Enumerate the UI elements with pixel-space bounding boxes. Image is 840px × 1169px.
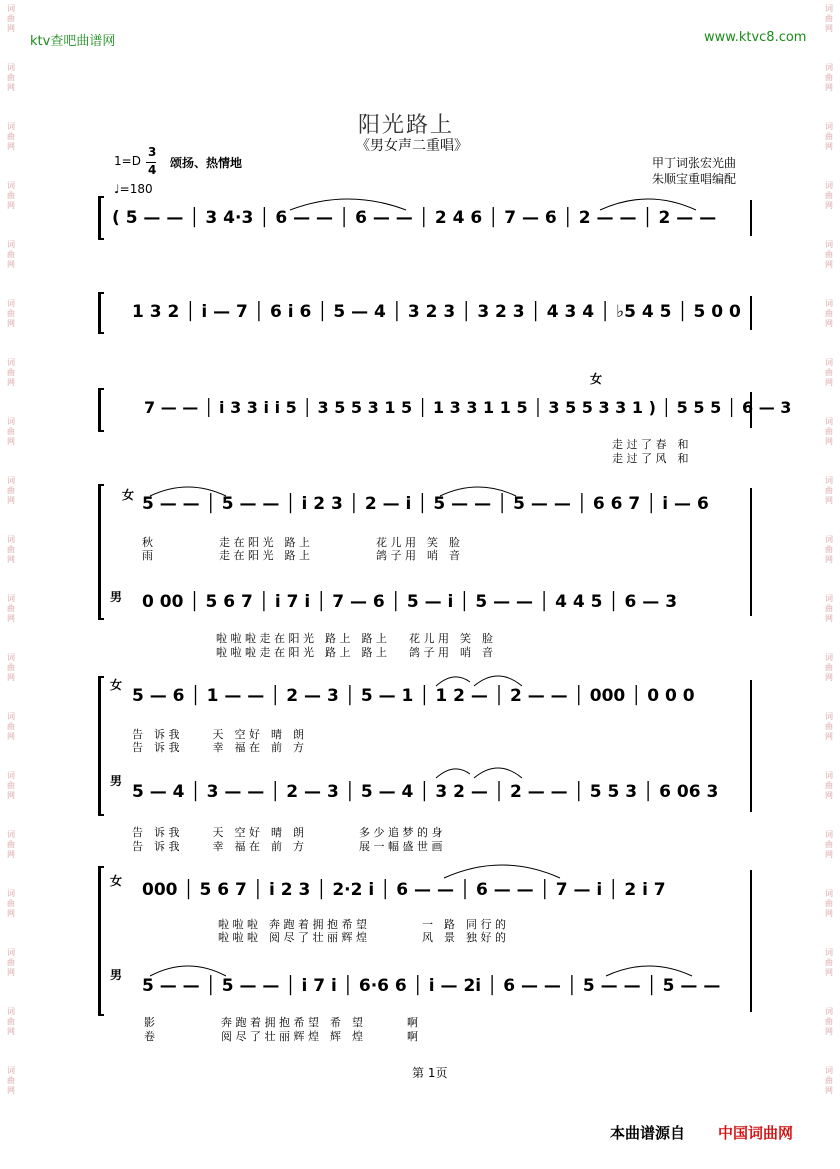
watermark-char: 词	[825, 653, 833, 662]
expression-marking: 颂扬、热情地	[170, 156, 243, 170]
barline	[750, 680, 752, 812]
time-numerator: 3	[148, 145, 157, 159]
watermark-char: 网	[825, 378, 833, 387]
watermark-char: 曲	[825, 427, 833, 436]
watermark-char: 词	[825, 299, 833, 308]
watermark-char: 词	[825, 771, 833, 780]
watermark-char: 词	[7, 417, 15, 426]
watermark-char: 网	[7, 1027, 15, 1036]
credits-arranger: 朱顺宝重唱编配	[652, 172, 737, 186]
watermark-char: 曲	[825, 604, 833, 613]
notes-line: ( 5 — — │ 3 4·3 │ 6 — — │ 6 — — │ 2 4 6 │ 7 — 6 │ 2 — — │ 2 — —	[112, 208, 717, 228]
watermark-char: 曲	[7, 663, 15, 672]
watermark-char: 曲	[825, 486, 833, 495]
watermark-char: 网	[825, 1086, 833, 1095]
watermark-group	[825, 122, 833, 152]
notes-line: 7 — — │ i 3 3 i i 5 │ 3 5 5 3 1 5 │ 1 3 3 1 1 5 │ 3 5 5 3 3 1 ) │ 5 5 5 │ 6 — 3	[144, 398, 792, 417]
watermark-char: 词	[7, 240, 15, 249]
watermark-char: 曲	[7, 486, 15, 495]
barline	[750, 870, 752, 1012]
footer-source-site: 中国词曲网	[718, 1124, 794, 1142]
watermark-char: 曲	[825, 722, 833, 731]
watermark-char: 网	[7, 850, 15, 859]
left-watermark-strip	[2, 0, 20, 1169]
watermark-char: 网	[7, 614, 15, 623]
watermark-char: 网	[825, 791, 833, 800]
watermark-char: 网	[825, 732, 833, 741]
female-voice-label: 女	[122, 488, 135, 502]
watermark-group	[7, 1007, 15, 1037]
watermark-group	[7, 653, 15, 683]
male-notes-line: 0 00 │ 5 6 7 │ i 7 i │ 7 — 6 │ 5 — i │ 5 — — │ 4 4 5 │ 6 — 3	[142, 592, 678, 612]
watermark-group	[7, 1066, 15, 1096]
male-lyrics-line: 告 诉 我 幸 福 在 前 方 展 一 幅 盛 世 画	[132, 840, 443, 853]
watermark-group	[825, 358, 833, 388]
watermark-char: 曲	[7, 427, 15, 436]
song-subtitle: 《男女声二重唱》	[356, 138, 468, 154]
watermark-group	[7, 948, 15, 978]
watermark-group	[825, 535, 833, 565]
watermark-char: 词	[7, 653, 15, 662]
female-lyrics-line: 雨 走 在 阳 光 路 上 鸽 子 用 哨 音	[142, 549, 460, 562]
watermark-char: 词	[825, 889, 833, 898]
watermark-char: 曲	[825, 545, 833, 554]
watermark-group	[825, 417, 833, 447]
watermark-char: 曲	[7, 899, 15, 908]
system-brace	[98, 196, 104, 240]
watermark-char: 网	[7, 968, 15, 977]
watermark-char: 曲	[7, 1017, 15, 1026]
watermark-char: 网	[7, 437, 15, 446]
watermark-char: 曲	[825, 191, 833, 200]
slur-mark	[434, 672, 524, 690]
time-denominator: 4	[148, 163, 157, 177]
slur-mark	[148, 484, 228, 498]
watermark-group	[825, 653, 833, 683]
watermark-group	[7, 535, 15, 565]
watermark-group	[825, 1066, 833, 1096]
watermark-char: 曲	[825, 132, 833, 141]
watermark-char: 网	[825, 83, 833, 92]
watermark-group	[7, 830, 15, 860]
slur-mark	[288, 196, 408, 212]
key-signature: 1=D	[114, 154, 141, 168]
watermark-group	[7, 240, 15, 270]
female-notes-line: 000 │ 5 6 7 │ i 2 3 │ 2·2 i │ 6 — — │ 6 — — │ 7 — i │ 2 i 7	[142, 880, 666, 900]
watermark-char: 曲	[7, 781, 15, 790]
female-lyrics-line: 秋 走 在 阳 光 路 上 花 儿 用 笑 脸	[142, 536, 460, 549]
watermark-group	[825, 240, 833, 270]
watermark-char: 网	[825, 850, 833, 859]
score-system-5	[98, 676, 752, 816]
male-lyrics-line: 影 奔 跑 着 拥 抱 希 望 希 望 啊	[144, 1016, 418, 1029]
score-system-4	[98, 484, 752, 620]
female-lyrics-line: 告 诉 我 天 空 好 晴 朗	[132, 728, 304, 741]
watermark-char: 网	[825, 142, 833, 151]
watermark-group	[7, 594, 15, 624]
barline	[750, 488, 752, 616]
watermark-group	[7, 889, 15, 919]
watermark-char: 网	[825, 24, 833, 33]
watermark-char: 曲	[825, 899, 833, 908]
male-voice-label: 男	[110, 590, 123, 604]
barline	[750, 200, 752, 236]
watermark-char: 曲	[7, 14, 15, 23]
score-system-1	[98, 196, 752, 240]
watermark-char: 词	[825, 358, 833, 367]
watermark-char: 网	[7, 201, 15, 210]
watermark-char: 词	[7, 535, 15, 544]
watermark-char: 网	[7, 378, 15, 387]
watermark-group	[7, 181, 15, 211]
slur-mark	[604, 962, 694, 978]
system-brace	[98, 866, 104, 1016]
system-brace	[98, 676, 104, 816]
watermark-char: 词	[7, 299, 15, 308]
watermark-char: 曲	[825, 958, 833, 967]
female-lyrics-line: 告 诉 我 幸 福 在 前 方	[132, 741, 304, 754]
watermark-char: 网	[7, 673, 15, 682]
female-lyrics-line: 啦 啦 啦 阅 尽 了 壮 丽 辉 煌 风 景 独 好 的	[218, 931, 506, 944]
watermark-char: 词	[825, 4, 833, 13]
watermark-char: 词	[825, 417, 833, 426]
watermark-group	[7, 358, 15, 388]
watermark-char: 网	[825, 909, 833, 918]
watermark-char: 曲	[7, 132, 15, 141]
watermark-char: 曲	[7, 309, 15, 318]
lyrics-line: 走 过 了 风 和	[612, 452, 689, 465]
slur-mark	[442, 862, 562, 880]
watermark-group	[825, 4, 833, 34]
watermark-char: 曲	[825, 250, 833, 259]
watermark-char: 词	[7, 4, 15, 13]
score-system-6	[98, 866, 752, 1016]
watermark-char: 词	[825, 122, 833, 131]
watermark-char: 网	[7, 909, 15, 918]
credits-composer: 甲丁词张宏光曲	[652, 156, 737, 170]
female-notes-line: 5 — 6 │ 1 — — │ 2 — 3 │ 5 — 1 │ 1 2 — │ 2 — — │ 000 │ 0 0 0	[132, 686, 695, 706]
male-lyrics-line: 啦 啦 啦 走 在 阳 光 路 上 路 上 鸽 子 用 哨 音	[216, 646, 493, 659]
watermark-group	[825, 712, 833, 742]
watermark-group	[7, 63, 15, 93]
right-watermark-strip	[820, 0, 838, 1169]
watermark-char: 曲	[825, 1017, 833, 1026]
watermark-char: 曲	[7, 958, 15, 967]
watermark-char: 网	[825, 1027, 833, 1036]
watermark-char: 词	[7, 63, 15, 72]
watermark-char: 网	[825, 496, 833, 505]
watermark-char: 曲	[825, 663, 833, 672]
watermark-char: 网	[825, 260, 833, 269]
watermark-char: 曲	[825, 368, 833, 377]
barline	[750, 296, 752, 330]
watermark-char: 曲	[825, 1076, 833, 1085]
watermark-char: 词	[825, 240, 833, 249]
watermark-char: 词	[7, 476, 15, 485]
watermark-char: 词	[7, 889, 15, 898]
watermark-char: 网	[825, 201, 833, 210]
watermark-char: 曲	[7, 545, 15, 554]
song-title: 阳光路上	[358, 113, 455, 138]
watermark-char: 网	[825, 968, 833, 977]
watermark-char: 网	[7, 1086, 15, 1095]
watermark-char: 曲	[825, 781, 833, 790]
male-lyrics-line: 告 诉 我 天 空 好 晴 朗 多 少 追 梦 的 身	[132, 826, 443, 839]
watermark-char: 网	[825, 319, 833, 328]
watermark-group	[7, 4, 15, 34]
male-voice-label: 男	[110, 968, 123, 982]
male-lyrics-line: 啦 啦 啦 走 在 阳 光 路 上 路 上 花 儿 用 笑 脸	[216, 632, 493, 645]
watermark-char: 词	[7, 122, 15, 131]
female-voice-label: 女	[590, 372, 603, 386]
score-system-3	[98, 388, 792, 432]
watermark-char: 网	[7, 496, 15, 505]
tempo-marking: ♩=180	[114, 182, 153, 196]
watermark-char: 曲	[7, 840, 15, 849]
slur-mark	[148, 962, 228, 978]
watermark-char: 网	[7, 24, 15, 33]
watermark-group	[825, 889, 833, 919]
right-site-label: www.ktvc8.com	[704, 30, 807, 45]
watermark-char: 词	[7, 1007, 15, 1016]
watermark-group	[7, 299, 15, 329]
watermark-char: 词	[825, 1007, 833, 1016]
system-brace	[98, 388, 104, 432]
lyrics-line: 走 过 了 春 和	[612, 438, 689, 451]
watermark-char: 网	[7, 555, 15, 564]
watermark-char: 词	[7, 712, 15, 721]
male-notes-line: 5 — — │ 5 — — │ i 7 i │ 6·6 6 │ i — 2i │ 6 — — │ 5 — — │ 5 — —	[142, 976, 721, 996]
watermark-char: 网	[7, 732, 15, 741]
male-voice-label: 男	[110, 774, 123, 788]
left-site-label: ktv查吧曲谱网	[30, 34, 116, 49]
watermark-char: 词	[7, 181, 15, 190]
watermark-group	[7, 417, 15, 447]
female-voice-label: 女	[110, 874, 123, 888]
watermark-group	[7, 712, 15, 742]
male-lyrics-line: 卷 阅 尽 了 壮 丽 辉 煌 辉 煌 啊	[144, 1030, 418, 1043]
watermark-char: 曲	[7, 250, 15, 259]
watermark-group	[825, 1007, 833, 1037]
watermark-group	[825, 830, 833, 860]
watermark-char: 网	[7, 260, 15, 269]
watermark-char: 曲	[7, 73, 15, 82]
watermark-char: 曲	[7, 368, 15, 377]
watermark-char: 曲	[825, 309, 833, 318]
watermark-char: 词	[7, 948, 15, 957]
watermark-char: 词	[825, 63, 833, 72]
watermark-char: 词	[825, 830, 833, 839]
watermark-char: 曲	[7, 722, 15, 731]
watermark-group	[825, 181, 833, 211]
watermark-char: 词	[7, 594, 15, 603]
watermark-group	[825, 299, 833, 329]
watermark-group	[825, 476, 833, 506]
watermark-char: 词	[825, 476, 833, 485]
watermark-char: 网	[825, 437, 833, 446]
watermark-char: 词	[825, 594, 833, 603]
system-brace	[98, 292, 104, 334]
watermark-char: 词	[825, 1066, 833, 1075]
slur-mark	[438, 484, 518, 498]
watermark-char: 词	[7, 771, 15, 780]
watermark-group	[825, 771, 833, 801]
female-lyrics-line: 啦 啦 啦 奔 跑 着 拥 抱 希 望 一 路 同 行 的	[218, 918, 506, 931]
watermark-group	[825, 594, 833, 624]
watermark-char: 网	[825, 673, 833, 682]
watermark-char: 词	[825, 712, 833, 721]
watermark-char: 词	[825, 948, 833, 957]
watermark-char: 网	[825, 555, 833, 564]
watermark-group	[7, 122, 15, 152]
watermark-char: 网	[7, 142, 15, 151]
watermark-group	[825, 63, 833, 93]
footer-source-label: 本曲谱源自	[610, 1124, 686, 1142]
watermark-group	[7, 476, 15, 506]
system-brace	[98, 484, 104, 620]
watermark-char: 词	[825, 181, 833, 190]
watermark-char: 曲	[7, 1076, 15, 1085]
watermark-char: 曲	[825, 73, 833, 82]
watermark-char: 网	[825, 614, 833, 623]
watermark-char: 词	[7, 1066, 15, 1075]
watermark-char: 曲	[7, 191, 15, 200]
watermark-char: 曲	[825, 14, 833, 23]
female-voice-label: 女	[110, 678, 123, 692]
watermark-char: 网	[7, 791, 15, 800]
watermark-char: 网	[7, 83, 15, 92]
watermark-char: 网	[7, 319, 15, 328]
slur-mark	[434, 764, 524, 782]
watermark-char: 曲	[825, 840, 833, 849]
notes-line: 1 3 2 │ i — 7 │ 6 i 6 │ 5 — 4 │ 3 2 3 │ 3 2 3 │ 4 3 4 │ ♭5 4 5 │ 5 0 0	[132, 302, 741, 322]
page-number: 第 1页	[412, 1066, 448, 1080]
male-notes-line: 5 — 4 │ 3 — — │ 2 — 3 │ 5 — 4 │ 3 2 — │ 2 — — │ 5 5 3 │ 6 06 3	[132, 782, 719, 802]
watermark-group	[7, 771, 15, 801]
watermark-char: 词	[7, 358, 15, 367]
watermark-char: 词	[825, 535, 833, 544]
slur-mark	[598, 196, 698, 212]
watermark-char: 曲	[7, 604, 15, 613]
watermark-char: 词	[7, 830, 15, 839]
score-system-2	[98, 292, 752, 334]
female-notes-line: 5 — — │ 5 — — │ i 2 3 │ 2 — i │ 5 — — │ 5 — — │ 6 6 7 │ i — 6	[142, 494, 709, 514]
watermark-group	[825, 948, 833, 978]
